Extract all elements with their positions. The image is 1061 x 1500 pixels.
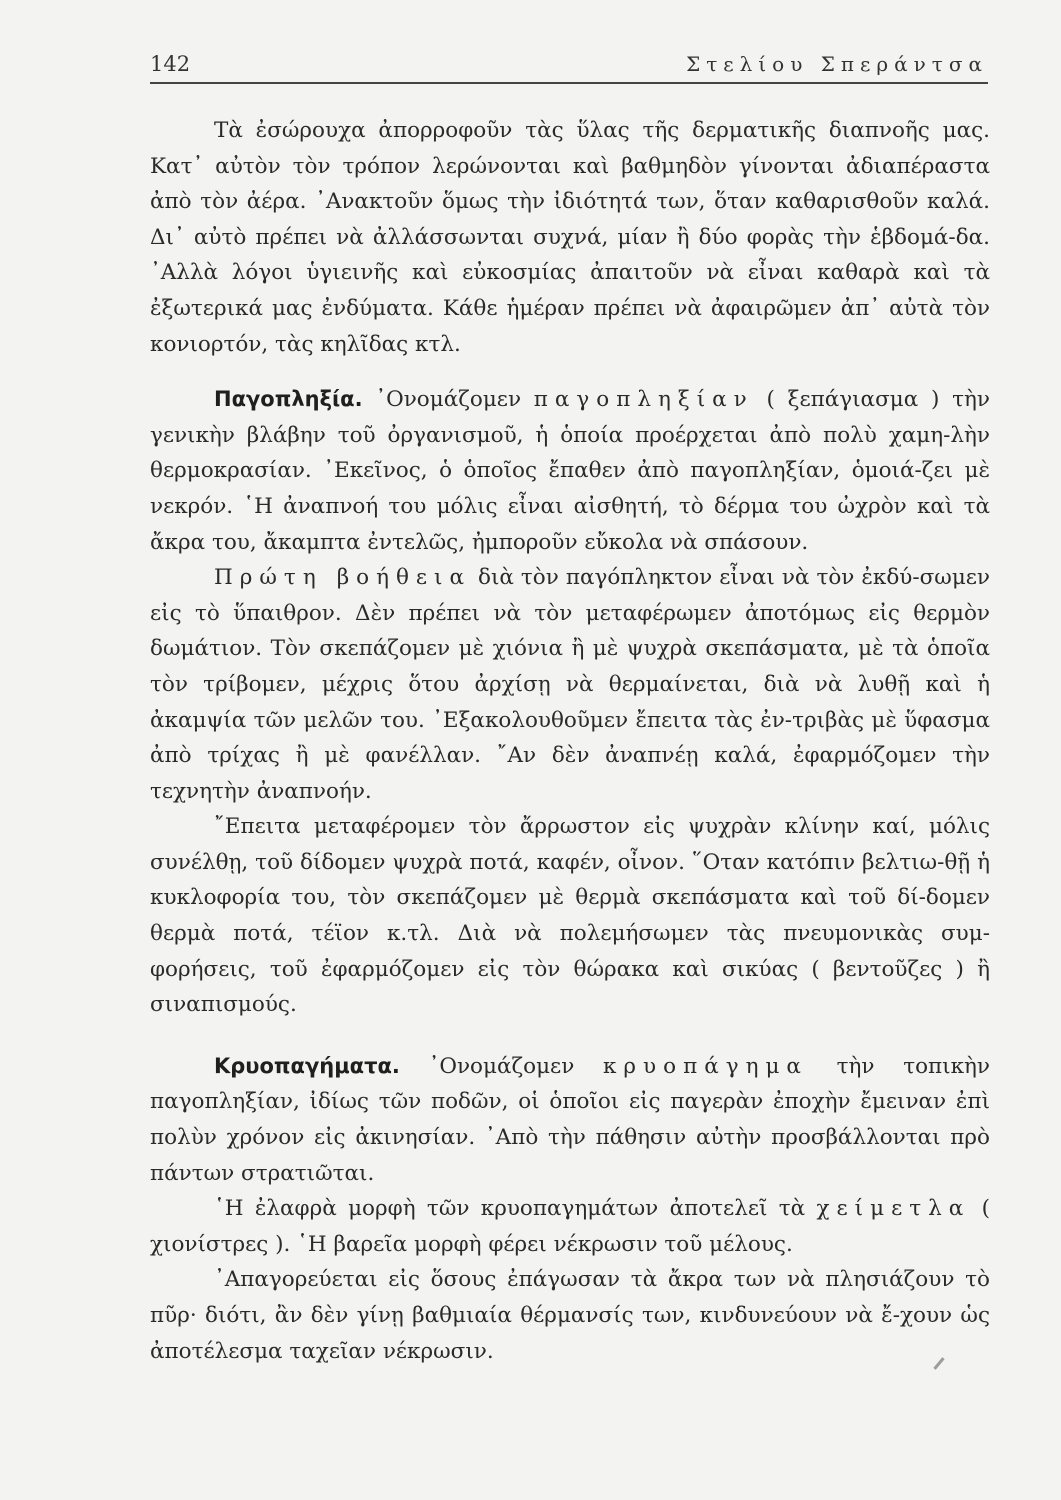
body-text — [150, 113, 990, 1369]
spaced-term: κρυοπάγημα — [602, 1053, 808, 1079]
page-header — [150, 46, 988, 82]
page-number: 142 — [150, 52, 191, 76]
text-fragment: ( ξεπάγιασμα ) τὴν γενικὴν βλάβην τοῦ ὀργανισμοῦ, ἡ ὁποία προέρχεται ἀπὸ πολὺ χαμη-λὴν θερμοκρασίαν. ᾽Εκεῖνος, ὁ ὁποῖος ἔπαθεν ἀπὸ παγοπληξίαν, ὁμοιά-ζει μὲ νεκρόν. ῾Η ἀναπνοή του μόλις εἶναι αἰσθητή, τὸ δέρμα του ὠχρὸν καὶ τὰ ἄκρα του, ἄκαμπτα ἐντελῶς, ἠμποροῦν εὔκολα νὰ σπάσουν. — [150, 387, 990, 555]
paragraph-warning: ᾽Απαγορεύεται εἰς ὅσους ἐπάγωσαν τὰ ἄκρα των νὰ πλησιάζουν τὸ πῦρ· διότι, ἂν δὲν γίνῃ βαθμιαία θέρμανσίς των, κινδυνεύουν νὰ ἔ-χουν ὡς ἀποτέλεσμα ταχεῖαν νέκρωσιν. — [150, 1267, 990, 1364]
section-heading-kryopagimata: Κρυοπαγήματα. — [214, 1053, 400, 1078]
paragraph-local-frostbite — [150, 1049, 990, 1191]
spaced-term: παγοπληξίαν — [533, 387, 754, 413]
section-heading-pagoplexia: Παγοπληξία. — [214, 387, 363, 412]
text-fragment: ᾽Ονομάζομεν — [399, 1053, 603, 1079]
text-fragment: διὰ τὸν παγόπληκτον εἶναι νὰ τὸν ἐκδύ-σωμεν εἰς τὸ ὕπαιθρον. Δὲν πρέπει νὰ τὸν μεταφέρωμεν ἀποτόμως εἰς θερμὸν δωμάτιον. Τὸν σκεπάζομεν μὲ χιόνια ἢ μὲ ψυχρὰ σκεπάσματα, μὲ τὰ ὁποῖα τὸν τρίβομεν, μέχρις ὅτου ἀρχίσῃ νὰ θερμαίνεται, διὰ νὰ λυθῇ καὶ ἡ ἀκαμψία τῶν μελῶν του. ᾽Εξακολουθοῦμεν ἔπειτα τὰς ἐν-τριβὰς μὲ ὕφασμα ἀπὸ τρίχας ἢ μὲ φανέλλαν. ῎Αν δὲν ἀναπνέῃ καλά, ἐφαρμόζομεν τὴν τεχνητὴν ἀναπνοήν. — [150, 565, 990, 804]
text-fragment: τὴν τοπικὴν παγοπληξίαν, ἰδίως τῶν ποδῶν, οἱ ὁποῖοι εἰς παγερὰν ἐποχὴν ἔμειναν ἐπὶ πολὺν χρόνον εἰς ἀκινησίαν. ᾽Απὸ τὴν πάθησιν αὐτὴν προσβάλλονται πρὸ πάντων στρατιῶται. — [150, 1053, 990, 1186]
text-fragment: ( χιονίστρες ). ῾Η βαρεῖα μορφὴ φέρει νέκρωσιν τοῦ μέλους. — [150, 1196, 990, 1257]
text-fragment: ᾽Ονομάζομεν — [362, 387, 534, 413]
spaced-term: Πρώτη βοήθεια — [214, 565, 471, 591]
paragraph-first-aid — [150, 560, 990, 809]
section-gap — [150, 362, 990, 382]
paragraph-light-form — [150, 1191, 990, 1262]
running-head: Στελίου Σπεράντσα — [686, 52, 988, 76]
spaced-term: χείμετλα — [816, 1196, 971, 1222]
paragraph-aftercare: ῎Επειτα μεταφέρομεν τὸν ἄρρωστον εἰς ψυχρὰν κλίνην καί, μόλις συνέλθῃ, τοῦ δίδομεν ψυχρὰ ποτά, καφέν, οἶνον. ῞Οταν κατόπιν βελτιω-θῇ ἡ κυκλοφορία του, τὸν σκεπάζομεν μὲ θερμὰ σκεπάσματα καὶ τοῦ δί-δομεν θερμὰ ποτά, τέϊον κ.τλ. Διὰ νὰ πολεμήσωμεν τὰς πνευμονικὰς συμ-φορήσεις, τοῦ ἐφαρμόζομεν εἰς τὸν θώρακα καὶ σικύας ( βεντοῦζες ) ἢ σιναπισμούς. — [150, 814, 990, 1018]
paragraph-frostbite-definition — [150, 382, 990, 560]
section-gap — [150, 1023, 990, 1049]
text-fragment: ῾Η ἐλαφρὰ μορφὴ τῶν κρυοπαγημάτων ἀποτελεῖ τὰ — [214, 1196, 817, 1222]
paragraph-undergarments: Τὰ ἐσώρουχα ἀπορροφοῦν τὰς ὕλας τῆς δερματικῆς διαπνοῆς μας. Κατ᾽ αὐτὸν τὸν τρόπον λερώνονται καὶ βαθμηδὸν γίνονται ἀδιαπέραστα ἀπὸ τὸν ἀέρα. ᾽Ανακτοῦν ὅμως τὴν ἰδιότητά των, ὅταν καθαρισθοῦν καλά. Δι᾽ αὐτὸ πρέπει νὰ ἀλλάσσωνται συχνά, μίαν ἢ δύο φορὰς τὴν ἑβδομά-δα. ᾽Αλλὰ λόγοι ὑγιεινῆς καὶ εὐκοσμίας ἀπαιτοῦν νὰ εἶναι καθαρὰ καὶ τὰ ἐξωτερικά μας ἐνδύματα. Κάθε ἡμέραν πρέπει νὰ ἀφαιρῶμεν ἀπ᾽ αὐτὰ τὸν κονιορτόν, τὰς κηλῖδας κτλ. — [150, 118, 990, 357]
header-rule — [150, 82, 988, 84]
